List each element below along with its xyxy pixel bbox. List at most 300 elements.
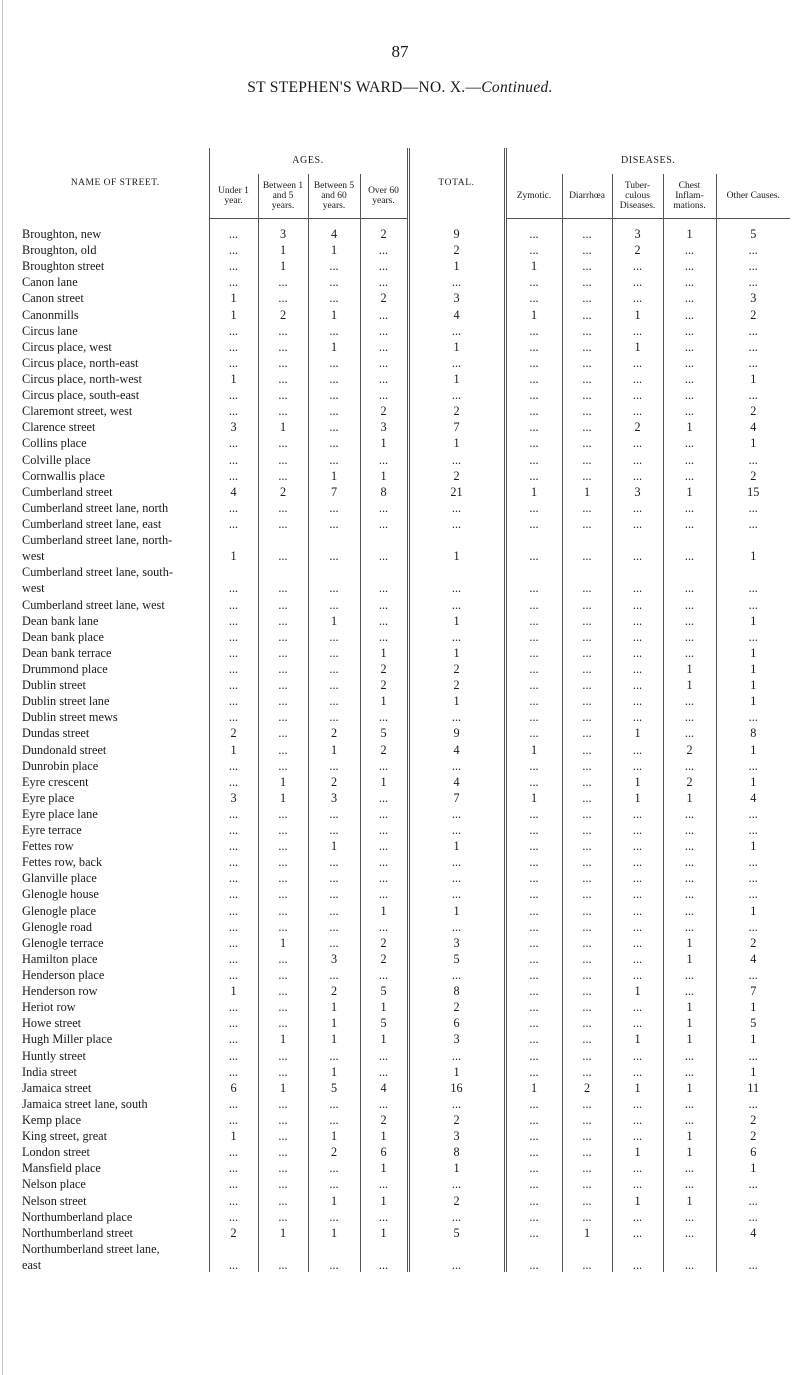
cell-value: ... — [612, 467, 663, 483]
cell-value: ... — [612, 450, 663, 466]
cell-value: 5 — [360, 982, 408, 998]
cell-value: 2 — [209, 1224, 258, 1240]
cell-value: ... — [360, 354, 408, 370]
cell-value: ... — [562, 273, 612, 289]
cell-value: ... — [663, 853, 716, 869]
cell-value: ... — [663, 515, 716, 531]
street-name: Hugh Miller place — [22, 1032, 113, 1047]
cell-value: ... — [408, 966, 505, 982]
cell-value: ... — [209, 1046, 258, 1062]
street-name: Colville place — [22, 452, 91, 467]
cell-value: ... — [408, 1208, 505, 1224]
cell-value: 6 — [716, 1143, 790, 1159]
cell-value: ... — [663, 499, 716, 515]
cell-value — [258, 563, 308, 579]
street-name: Dean bank place — [22, 629, 104, 644]
cell-value: ... — [562, 869, 612, 885]
cell-value: ... — [258, 467, 308, 483]
cell-value: 1 — [663, 1127, 716, 1143]
cell-value: 2 — [562, 1079, 612, 1095]
cell-value: 2 — [408, 241, 505, 257]
cell-value: ... — [360, 1256, 408, 1272]
cell-value: ... — [663, 966, 716, 982]
cell-value: 3 — [408, 289, 505, 305]
cell-value: ... — [505, 579, 562, 595]
cell-value: 3 — [308, 789, 360, 805]
cell-value: ... — [258, 885, 308, 901]
cell-value: ... — [562, 1063, 612, 1079]
street-name: Howe street — [22, 1016, 82, 1031]
cell-value: ... — [612, 1256, 663, 1272]
cell-value: ... — [258, 386, 308, 402]
cell-value: ... — [663, 821, 716, 837]
cell-value: ... — [360, 708, 408, 724]
cell-value: ... — [360, 370, 408, 386]
cell-value — [209, 1240, 258, 1256]
street-name: Canon street — [22, 291, 84, 306]
cell-value: 6 — [408, 1014, 505, 1030]
cell-value: ... — [663, 1046, 716, 1062]
cell-value: ... — [258, 354, 308, 370]
cell-value: ... — [360, 885, 408, 901]
cell-value: ... — [612, 1175, 663, 1191]
cell-value — [258, 1240, 308, 1256]
cell-value: 21 — [408, 483, 505, 499]
cell-value: ... — [663, 467, 716, 483]
table-row — [22, 257, 790, 273]
cell-value: ... — [209, 757, 258, 773]
cell-value — [562, 563, 612, 579]
cell-value: ... — [663, 305, 716, 321]
cell-value: ... — [360, 837, 408, 853]
cell-value: ... — [258, 402, 308, 418]
cell-value: ... — [258, 273, 308, 289]
cell-value: ... — [505, 1143, 562, 1159]
cell-value: ... — [562, 370, 612, 386]
cell-value: ... — [716, 1175, 790, 1191]
cell-value: ... — [505, 982, 562, 998]
street-name: Northumberland street lane, — [22, 1241, 160, 1256]
cell-value: 1 — [612, 1030, 663, 1046]
cell-value: ... — [360, 1208, 408, 1224]
cell-value: ... — [360, 821, 408, 837]
cell-value: ... — [505, 1030, 562, 1046]
cell-value: ... — [408, 628, 505, 644]
table-row — [22, 499, 790, 515]
cell-value: ... — [505, 1224, 562, 1240]
cell-value: ... — [505, 595, 562, 611]
cell-value: ... — [258, 644, 308, 660]
cell-value: ... — [505, 660, 562, 676]
table-row — [22, 853, 790, 869]
header-chest-inflammations: Chest Inflam-mations. — [663, 174, 716, 219]
cell-value: ... — [612, 950, 663, 966]
cell-value: ... — [505, 547, 562, 563]
table-row — [22, 370, 790, 386]
cell-value: ... — [663, 1256, 716, 1272]
street-name: Eyre terrace — [22, 823, 82, 838]
cell-value: ... — [258, 1046, 308, 1062]
cell-value: ... — [258, 1063, 308, 1079]
cell-value: ... — [612, 1014, 663, 1030]
cell-value: ... — [663, 434, 716, 450]
cell-value: ... — [505, 998, 562, 1014]
cell-value: ... — [562, 1030, 612, 1046]
cell-value: ... — [209, 1014, 258, 1030]
cell-value: ... — [308, 821, 360, 837]
cell-value: 2 — [360, 1111, 408, 1127]
cell-value: 2 — [308, 724, 360, 740]
cell-value: ... — [562, 837, 612, 853]
cell-value: ... — [663, 402, 716, 418]
cell-value: ... — [562, 515, 612, 531]
cell-value: ... — [308, 354, 360, 370]
header-between-5-and-60: Between 5 and 60 years. — [308, 174, 360, 219]
cell-value: ... — [663, 579, 716, 595]
cell-value: ... — [209, 885, 258, 901]
table-row — [22, 467, 790, 483]
table-row — [22, 354, 790, 370]
cell-value: ... — [308, 901, 360, 917]
street-name: Eyre place — [22, 790, 75, 805]
cell-value: 1 — [360, 467, 408, 483]
table-row — [22, 547, 790, 563]
cell-value: ... — [612, 853, 663, 869]
cell-value: ... — [716, 595, 790, 611]
cell-value: ... — [562, 338, 612, 354]
cell-value: ... — [308, 595, 360, 611]
cell-value: ... — [258, 740, 308, 756]
cell-value: 1 — [716, 1063, 790, 1079]
cell-value: ... — [308, 434, 360, 450]
header-under-1-year: Under 1 year. — [209, 174, 258, 219]
cell-value: ... — [612, 837, 663, 853]
street-name: Drummond place — [22, 661, 108, 676]
cell-value: ... — [209, 499, 258, 515]
cell-value: 1 — [505, 789, 562, 805]
cell-value: ... — [360, 1046, 408, 1062]
cell-value — [360, 1240, 408, 1256]
cell-value: ... — [408, 853, 505, 869]
header-diarrhoea: Diarrhœa — [562, 174, 612, 219]
cell-value: ... — [562, 918, 612, 934]
cell-value: 2 — [663, 740, 716, 756]
cell-value: ... — [308, 289, 360, 305]
table-row — [22, 289, 790, 305]
street-name: Clarence street — [22, 420, 96, 435]
cell-value: ... — [716, 1046, 790, 1062]
cell-value: ... — [663, 1224, 716, 1240]
cell-value: ... — [258, 676, 308, 692]
cell-value — [562, 1240, 612, 1256]
cell-value: ... — [408, 450, 505, 466]
cell-value: ... — [258, 1175, 308, 1191]
header-zymotic: Zymotic. — [505, 174, 562, 219]
cell-value: 2 — [408, 1191, 505, 1207]
cell-value: ... — [562, 1208, 612, 1224]
cell-value: ... — [562, 805, 612, 821]
cell-value: ... — [716, 885, 790, 901]
cell-value: 1 — [663, 418, 716, 434]
cell-value: ... — [612, 692, 663, 708]
street-name: Dean bank terrace — [22, 645, 112, 660]
page-edge-rule — [2, 0, 3, 1375]
cell-value: ... — [562, 1127, 612, 1143]
cell-value: ... — [308, 660, 360, 676]
cell-value: ... — [209, 1143, 258, 1159]
cell-value: ... — [562, 740, 612, 756]
cell-value: ... — [612, 1159, 663, 1175]
cell-value: ... — [308, 402, 360, 418]
cell-value: ... — [562, 644, 612, 660]
cell-value: 1 — [258, 934, 308, 950]
street-name: Cornwallis place — [22, 468, 105, 483]
title-continued: Continued. — [481, 79, 553, 96]
cell-value: 3 — [408, 934, 505, 950]
cell-value: ... — [716, 450, 790, 466]
cell-value: ... — [562, 402, 612, 418]
cell-value: ... — [209, 241, 258, 257]
street-name: Canonmills — [22, 307, 79, 322]
cell-value: ... — [612, 612, 663, 628]
cell-value: ... — [562, 547, 612, 563]
cell-value: ... — [308, 628, 360, 644]
cell-value: ... — [562, 219, 612, 242]
cell-value: 1 — [408, 901, 505, 917]
street-name: Eyre place lane — [22, 806, 98, 821]
street-name: Dublin street lane — [22, 694, 110, 709]
table-row — [22, 692, 790, 708]
cell-value: 1 — [612, 789, 663, 805]
cell-value: ... — [209, 402, 258, 418]
cell-value: ... — [258, 982, 308, 998]
street-name: Glanville place — [22, 871, 97, 886]
cell-value — [505, 1240, 562, 1256]
cell-value: 1 — [360, 1030, 408, 1046]
cell-value: ... — [612, 966, 663, 982]
cell-value: 5 — [308, 1079, 360, 1095]
cell-value: 3 — [209, 418, 258, 434]
cell-value: 1 — [360, 1127, 408, 1143]
cell-value: ... — [408, 757, 505, 773]
cell-value: ... — [308, 918, 360, 934]
cell-value: 1 — [663, 1191, 716, 1207]
street-name: Dublin street — [22, 678, 86, 693]
table-row — [22, 563, 790, 579]
cell-value: 4 — [716, 418, 790, 434]
table-row — [22, 1191, 790, 1207]
cell-value: 1 — [612, 773, 663, 789]
cell-value: ... — [258, 338, 308, 354]
cell-value: 1 — [360, 644, 408, 660]
cell-value: ... — [505, 1111, 562, 1127]
cell-value: ... — [505, 1046, 562, 1062]
cell-value: 3 — [716, 289, 790, 305]
cell-value: 1 — [258, 241, 308, 257]
cell-value: 1 — [308, 1014, 360, 1030]
street-name: Fettes row, back — [22, 855, 103, 870]
cell-value: 1 — [663, 1143, 716, 1159]
cell-value: ... — [258, 757, 308, 773]
cell-value: ... — [663, 869, 716, 885]
cell-value: ... — [612, 676, 663, 692]
street-name: Cumberland street lane, north- — [22, 533, 173, 548]
cell-value: 2 — [360, 934, 408, 950]
cell-value: ... — [258, 322, 308, 338]
cell-value: 1 — [663, 789, 716, 805]
cell-value: ... — [209, 950, 258, 966]
table-row — [22, 1095, 790, 1111]
cell-value: ... — [209, 595, 258, 611]
cell-value: ... — [663, 338, 716, 354]
cell-value: ... — [258, 837, 308, 853]
cell-value: ... — [258, 499, 308, 515]
cell-value: ... — [612, 885, 663, 901]
cell-value: 2 — [663, 773, 716, 789]
table-row — [22, 219, 790, 242]
cell-value: 1 — [716, 1030, 790, 1046]
cell-value: ... — [408, 273, 505, 289]
street-name: Cumberland street lane, north — [22, 500, 169, 515]
street-name: India street — [22, 1064, 77, 1079]
cell-value: ... — [612, 805, 663, 821]
cell-value: ... — [258, 370, 308, 386]
cell-value: ... — [505, 354, 562, 370]
cell-value: 1 — [308, 998, 360, 1014]
cell-value: ... — [505, 918, 562, 934]
cell-value: ... — [308, 386, 360, 402]
cell-value: ... — [663, 1111, 716, 1127]
cell-value: 4 — [408, 305, 505, 321]
cell-value: 5 — [360, 724, 408, 740]
cell-value: ... — [308, 708, 360, 724]
cell-value: 3 — [209, 789, 258, 805]
cell-value: ... — [505, 322, 562, 338]
cell-value: ... — [562, 757, 612, 773]
cell-value: ... — [209, 708, 258, 724]
cell-value: ... — [663, 1063, 716, 1079]
street-name: Cumberland street — [22, 484, 113, 499]
cell-value: 1 — [209, 982, 258, 998]
cell-value: ... — [562, 1143, 612, 1159]
cell-value: ... — [209, 837, 258, 853]
street-name: Cumberland street lane, south- — [22, 565, 173, 580]
cell-value: 3 — [612, 483, 663, 499]
table-row — [22, 918, 790, 934]
cell-value: 2 — [209, 724, 258, 740]
cell-value: 1 — [360, 1159, 408, 1175]
cell-value: 2 — [360, 676, 408, 692]
table-row — [22, 1240, 790, 1256]
cell-value — [562, 531, 612, 547]
cell-value: ... — [308, 1095, 360, 1111]
cell-value: ... — [663, 1208, 716, 1224]
cell-value: 1 — [408, 338, 505, 354]
cell-value: ... — [663, 612, 716, 628]
cell-value: ... — [663, 354, 716, 370]
cell-value: ... — [562, 579, 612, 595]
street-name: Circus place, south-east — [22, 388, 140, 403]
cell-value: ... — [505, 219, 562, 242]
table-row — [22, 998, 790, 1014]
cell-value: 1 — [308, 241, 360, 257]
cell-value: 1 — [209, 740, 258, 756]
cell-value: 1 — [258, 789, 308, 805]
cell-value: ... — [360, 805, 408, 821]
cell-value: ... — [308, 1175, 360, 1191]
cell-value: ... — [308, 273, 360, 289]
cell-value: ... — [209, 628, 258, 644]
cell-value: ... — [209, 1159, 258, 1175]
table-row — [22, 1030, 790, 1046]
table-row — [22, 934, 790, 950]
cell-value: ... — [612, 595, 663, 611]
street-name: Dundas street — [22, 726, 90, 741]
cell-value: 4 — [308, 219, 360, 242]
cell-value: ... — [209, 1191, 258, 1207]
table-row — [22, 982, 790, 998]
cell-value: 2 — [716, 1127, 790, 1143]
cell-value: ... — [308, 885, 360, 901]
cell-value: ... — [360, 789, 408, 805]
cell-value: 1 — [408, 1159, 505, 1175]
cell-value: ... — [360, 515, 408, 531]
cell-value: ... — [612, 322, 663, 338]
cell-value: ... — [612, 402, 663, 418]
cell-value: 1 — [612, 1143, 663, 1159]
cell-value: ... — [209, 998, 258, 1014]
cell-value: ... — [408, 595, 505, 611]
cell-value: ... — [258, 692, 308, 708]
cell-value: ... — [308, 370, 360, 386]
street-name: Nelson street — [22, 1193, 87, 1208]
cell-value: 7 — [408, 418, 505, 434]
cell-value: ... — [562, 305, 612, 321]
cell-value: ... — [258, 515, 308, 531]
cell-value: ... — [505, 402, 562, 418]
cell-value: ... — [505, 1191, 562, 1207]
header-between-1-and-5: Between 1 and 5 years. — [258, 174, 308, 219]
cell-value: 4 — [408, 773, 505, 789]
cell-value: ... — [562, 773, 612, 789]
cell-value: ... — [209, 644, 258, 660]
cell-value: ... — [562, 434, 612, 450]
cell-value — [716, 1240, 790, 1256]
cell-value: 1 — [360, 1191, 408, 1207]
cell-value: ... — [716, 1256, 790, 1272]
cell-value: 1 — [663, 998, 716, 1014]
cell-value: ... — [663, 1095, 716, 1111]
street-name: Collins place — [22, 436, 87, 451]
cell-value: 1 — [716, 901, 790, 917]
cell-value: ... — [505, 450, 562, 466]
table-row — [22, 837, 790, 853]
street-name: Cumberland street lane, west — [22, 597, 165, 612]
cell-value: ... — [716, 1191, 790, 1207]
cell-value — [308, 1240, 360, 1256]
cell-value: ... — [562, 257, 612, 273]
cell-value: 1 — [663, 1014, 716, 1030]
cell-value: ... — [663, 982, 716, 998]
street-name: Glenogle road — [22, 919, 92, 934]
cell-value: ... — [505, 386, 562, 402]
cell-value: 1 — [308, 612, 360, 628]
cell-value: ... — [308, 499, 360, 515]
cell-value: ... — [663, 757, 716, 773]
cell-value: ... — [258, 724, 308, 740]
cell-value: ... — [258, 289, 308, 305]
cell-value: ... — [562, 950, 612, 966]
